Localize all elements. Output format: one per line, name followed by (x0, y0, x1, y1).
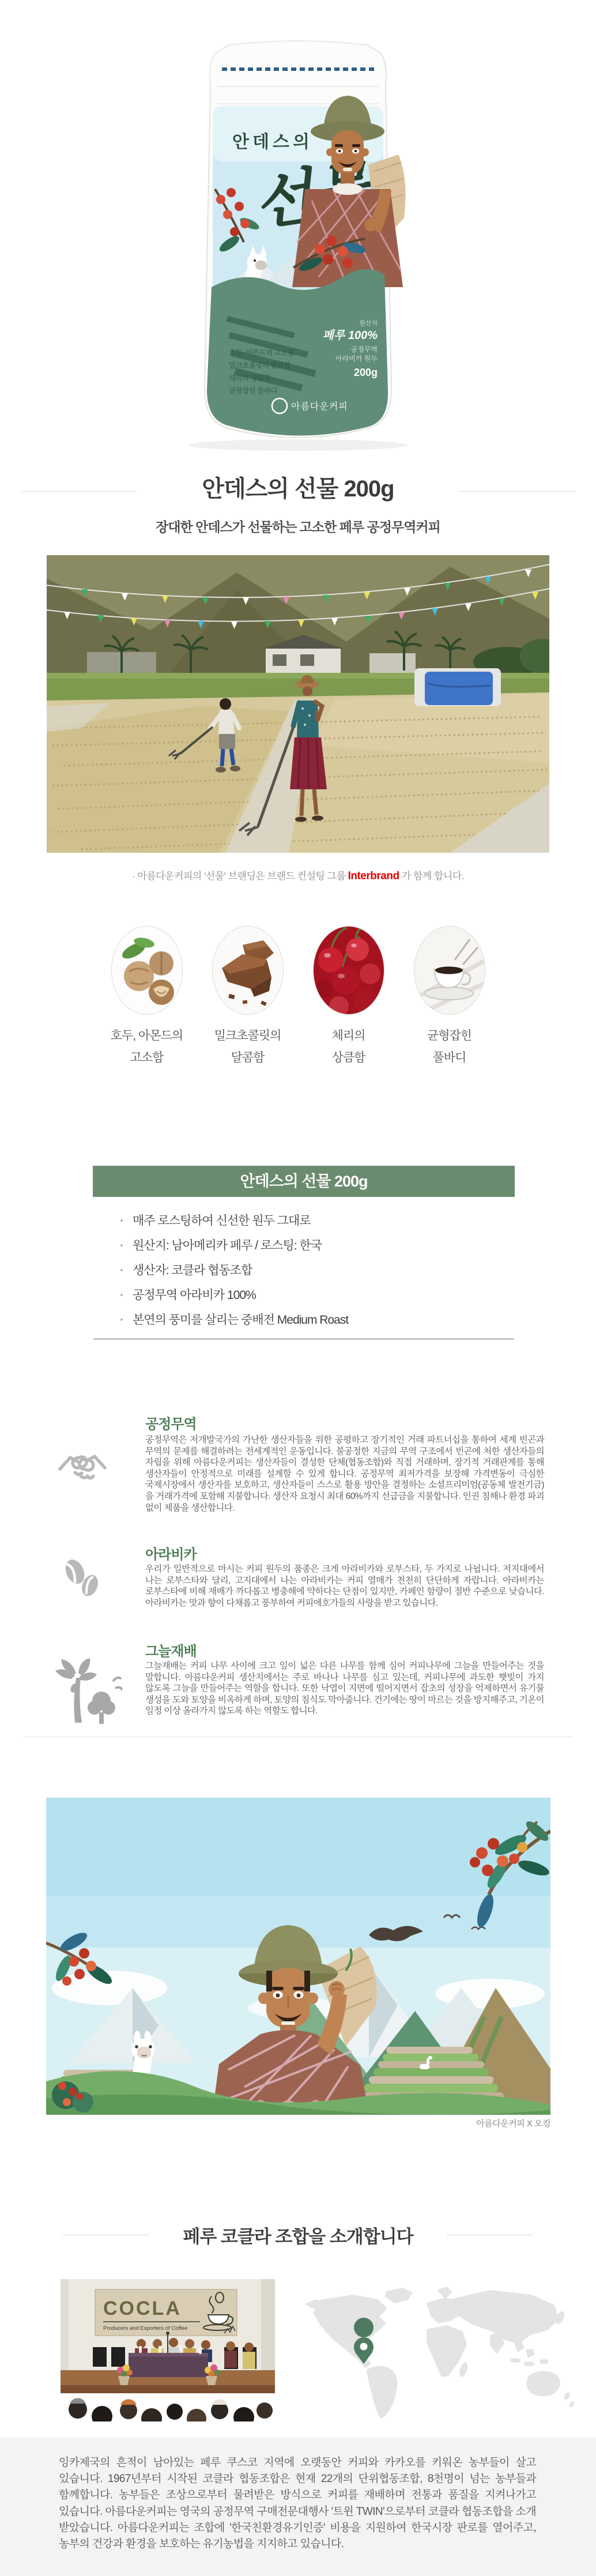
cocla-photo (61, 2279, 275, 2421)
svg-text:Producers and Exporters of Cof: Producers and Exporters of Coffee (103, 2325, 188, 2332)
info-body-fairtrade: 공정무역은 저개발국가의 가난한 생산자들을 위한 공평하고 장기적인 거래 파트너십을 통하여 세계 빈곤과 무역의 문제를 해결하려는 전세계적인 운동입니다. 불공정한 지금의 무역 구조에서 빈곤에 처한 생산자들의 자립을 위해 아름다운커피는 생산자들이 결성한 단체(협동조합)와 직접 거래하며, 장기적 거래관계를 통해 생산자들이 안정적으로 미래를 설계할 수 있게 합니다. 공정무역 최저가격을 보장해 가격변동이 극심한 국제시장에서 생산자를 보호하고, 생산자들이 스스로 활용 방안을 결정하는 소셜프리미엄(공동체 발전기금)을 거래가격에 포함해 지불합니다. 생산자 요청시 최대 60%까지 선급금을 지불합니다. 인권 침해나 환경 파괴 없이 제품을 생산합니다. (145, 1435, 544, 1513)
svg-text:균형잡힌 풀바디: 균형잡힌 풀바디 (229, 387, 277, 395)
illustration-caption: 아름다운커피 X 오킹 (476, 2119, 550, 2129)
world-map (300, 2282, 583, 2419)
cocla-sign (95, 2289, 237, 2336)
info-heading-shadegrown: 그늘재배 (145, 1644, 197, 1659)
info-heading-arabica: 아라비카 (145, 1547, 197, 1562)
feature-label: 호두, 아몬드의 고소함 (110, 1029, 183, 1064)
flavor-features (96, 926, 500, 1069)
feature-cherry (298, 926, 399, 1069)
svg-text:원산지: 원산지 (359, 320, 378, 327)
feature-label: 균형잡힌 풀바디 (427, 1029, 472, 1064)
title-divider-right (459, 491, 575, 492)
info-body-shadegrown: 그늘재배는 커피 나무 사이에 크고 잎이 넓은 다른 나무를 함께 심어 커피나무에 그늘을 만들어주는 것을 말합니다. 아름다운커피 생산지에서는 주로 바나나 나무를 심고 있는데, 커피나무에 과도한 햇빛이 가지 않도록 그늘을 만들어주는 역할을 합니다. 또한 낙엽이 지면에 떨어지면서 잡초의 성장을 억제하면서 유기물 생성을 도와 토양을 비옥하게 하며, 토양의 침식도 막아줍니다. 건기에는 땅이 마르는 것을 방지해주고, 기온이 일정 이상 올라가지 않도록 하는 역할도 합니다. (145, 1661, 544, 1716)
svg-text:호두, 아몬드의 고소함: 호두, 아몬드의 고소함 (229, 349, 295, 357)
feature-milk-chocolate (197, 926, 298, 1069)
coffee-bag-illustration (175, 16, 421, 455)
audience (69, 2398, 273, 2421)
andes-illustration (46, 1798, 550, 2115)
page-title: 안데스의 선물 200g (202, 476, 394, 502)
title-divider-left (21, 491, 137, 492)
handshake-icon (58, 1445, 107, 1486)
info-body-arabica: 우리가 일반적으로 마시는 커피 원두의 품종은 크게 아라비카와 로부스타, 두 가지로 나뉩니다. 저지대에서 나는 로부스타와 달리, 고지대에서 나는 아라비카는 커피 열매가 천천히 단단하게 자랍니다. 아라비카는 로부스타에 비해 재배가 까다롭고 병충해에 약하다는 단점이 있지만, 카페인 함량이 절반 수준으로 낮습니다. 아라비카는 맛과 향이 다채롭고 풍부하여 커피애호가들의 사랑을 받고 있습니다. (145, 1564, 544, 1608)
svg-text:페루 100%: 페루 100% (322, 329, 378, 342)
blue-tarp (425, 672, 493, 705)
svg-text:COCLA: COCLA (103, 2298, 182, 2319)
info-heading-fairtrade: 공정무역 (145, 1417, 197, 1432)
photo-caption-prefix: · 아름다운커피의 '선물' 브랜딩은 브랜드 컨설팅 그룹 (132, 871, 348, 882)
spec-item: · 공정무역 아라비카 100% (119, 1283, 499, 1308)
shade-trees-icon (53, 1658, 122, 1729)
svg-text:체리의 상큼함: 체리의 상큼함 (229, 374, 271, 382)
svg-text:200g: 200g (353, 367, 378, 378)
spec-item: · 매주 로스팅하여 신선한 원두 그대로 (119, 1208, 499, 1233)
feature-full-body (399, 926, 500, 1069)
cherry-image (313, 926, 384, 1015)
feature-label: 체리의 상큼함 (331, 1029, 365, 1064)
section-banner: 안데스의 선물 200g (93, 1166, 515, 1197)
coffee-cup-image (414, 926, 485, 1015)
photo-caption-suffix: 가 함께 합니다. (399, 871, 464, 882)
cocla-heading: 페루 코클라 조합을 소개합니다 (183, 2227, 413, 2247)
feature-label: 밀크초콜릿의 달콤함 (214, 1029, 281, 1064)
chocolate-image (212, 926, 284, 1015)
spec-item: · 원산지: 남아메리카 페루 / 로스팅: 한국 (119, 1233, 499, 1258)
spec-item: · 생산자: 코클라 협동조합 (119, 1258, 499, 1283)
svg-text:공정무역: 공정무역 (350, 345, 378, 353)
svg-text:아라비카 원두: 아라비카 원두 (335, 355, 378, 363)
walnut-image (111, 926, 183, 1015)
spec-item: · 본연의 풍미를 살리는 중배전 Medium Roast (119, 1308, 499, 1332)
interbrand-logo-text: Interbrand (348, 870, 399, 882)
photo-caption (0, 868, 596, 883)
bag-brand-line1: 안데스의 (232, 133, 313, 152)
product-bag-image (175, 16, 421, 455)
drying-field-photo (47, 555, 549, 853)
feature-walnut-almond (96, 926, 197, 1069)
page-subtitle: 장대한 안데스가 선물하는 고소한 페루 공정무역커피 (156, 519, 440, 534)
cocla-description: 잉카제국의 흔적이 남아있는 페루 쿠스코 지역에 오랫동안 커피와 카카오를 키워온 농부들이 살고 있습니다. 1967년부터 시작된 코클라 협동조합은 현재 22개의 단위협동조합, 8천명이 넘는 농부들과 함께합니다. 농부들은 조상으로부터 물려받은 방식으로 커피를 재배하며 전통과 품질을 지켜나가고 있습니다. 아름다운커피는 영국의 공정무역 구매전문대행사 '트윈 TWIN'으로부터 코클라 협동조합을 소개 받았습니다. 아름다운커피는 조합에 '한국친환경유기인증' 비용을 지원하여 한국시장 판로를 열어주고, 농부의 건강과 환경을 보호하는 유기농법을 지지하고 있습니다. (59, 2457, 536, 2551)
svg-text:밀크초콜릿의 달콤함: 밀크초콜릿의 달콤함 (229, 361, 291, 370)
svg-text:아름다운커피: 아름다운커피 (291, 402, 348, 412)
coffee-beans-icon (60, 1554, 106, 1603)
product-spec-list (119, 1208, 499, 1332)
